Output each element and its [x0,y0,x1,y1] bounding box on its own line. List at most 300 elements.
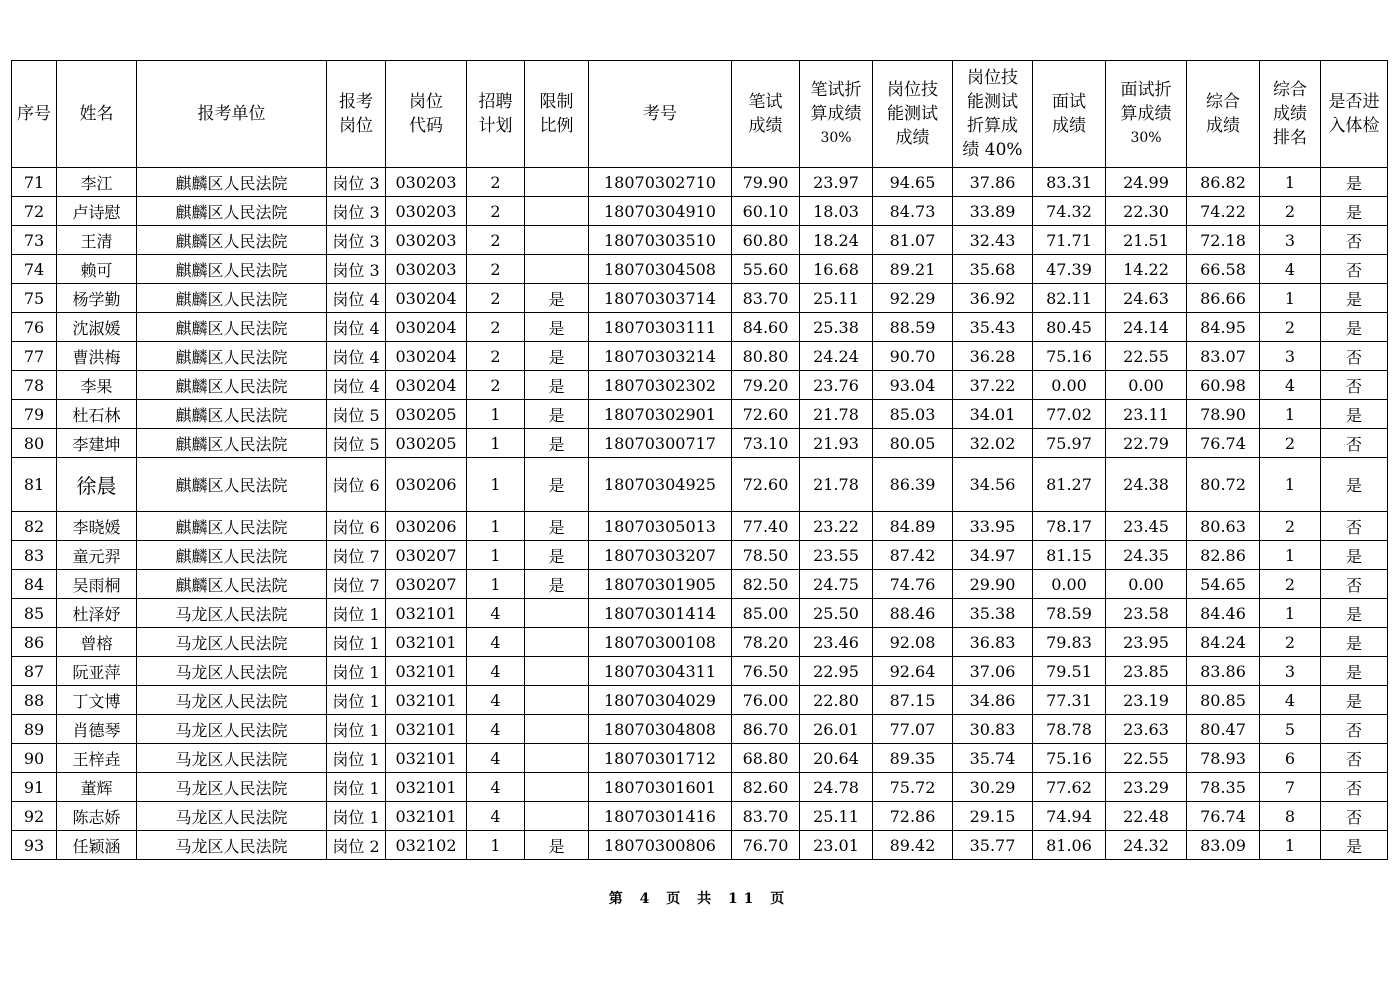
written-converted-cell: 23.22 [800,512,873,541]
interview-converted-cell: 22.55 [1106,744,1187,773]
position-code-cell: 032101 [386,657,467,686]
column-header-line: 岗位技 [887,80,938,100]
unit-cell: 马龙区人民法院 [137,715,327,744]
seq-cell: 71 [12,168,57,197]
position-code-cell: 030207 [386,541,467,570]
seq-cell: 84 [12,570,57,599]
exam-number-cell: 18070304311 [589,657,732,686]
skill-score-cell: 92.29 [873,284,953,313]
exam-number-cell: 18070301905 [589,570,732,599]
total-score-cell: 80.72 [1187,458,1260,512]
ratio-cell [525,802,589,831]
interview-converted-cell: 21.51 [1106,226,1187,255]
table-row [12,802,1388,831]
skill-score-cell: 87.42 [873,541,953,570]
written-converted-cell: 16.68 [800,255,873,284]
physical-exam-cell: 否 [1321,429,1388,458]
interview-score-cell: 81.27 [1033,458,1106,512]
written-converted-cell: 20.64 [800,744,873,773]
physical-exam-cell: 否 [1321,715,1388,744]
ratio-cell [525,197,589,226]
unit-cell: 麒麟区人民法院 [137,512,327,541]
written-score-cell: 60.10 [732,197,800,226]
interview-score-cell: 79.83 [1033,628,1106,657]
interview-score-cell: 83.31 [1033,168,1106,197]
column-header-line: 代码 [409,116,443,136]
column-header [1033,61,1106,168]
table-row [12,342,1388,371]
rank-cell: 3 [1260,342,1321,371]
written-converted-cell: 23.55 [800,541,873,570]
interview-converted-cell: 23.45 [1106,512,1187,541]
interview-converted-cell: 23.29 [1106,773,1187,802]
name-cell: 王清 [57,226,137,255]
exam-number-cell: 18070305013 [589,512,732,541]
written-score-cell: 79.20 [732,371,800,400]
name-cell: 杨学勤 [57,284,137,313]
column-header-line: 比例 [539,116,574,136]
position-cell: 岗位 4 [327,284,386,313]
rank-cell: 1 [1260,541,1321,570]
written-score-cell: 82.50 [732,570,800,599]
interview-converted-cell: 23.85 [1106,657,1187,686]
name-cell: 陈志娇 [57,802,137,831]
position-code-cell: 030203 [386,226,467,255]
skill-score-cell: 75.72 [873,773,953,802]
skill-score-cell: 81.07 [873,226,953,255]
unit-cell: 麒麟区人民法院 [137,371,327,400]
skill-score-cell: 88.46 [873,599,953,628]
plan-cell: 2 [467,371,525,400]
total-score-cell: 80.63 [1187,512,1260,541]
column-header-line: 排名 [1273,128,1307,148]
position-cell: 岗位 1 [327,802,386,831]
name-cell: 李晓媛 [57,512,137,541]
position-code-cell: 030207 [386,570,467,599]
column-header [1260,61,1321,168]
position-code-cell: 032102 [386,831,467,860]
physical-exam-cell: 是 [1321,197,1388,226]
position-code-cell: 030206 [386,458,467,512]
physical-exam-cell: 否 [1321,512,1388,541]
rank-cell: 4 [1260,686,1321,715]
plan-cell: 4 [467,657,525,686]
written-score-cell: 79.90 [732,168,800,197]
interview-score-cell: 74.32 [1033,197,1106,226]
position-code-cell: 032101 [386,686,467,715]
seq-cell: 88 [12,686,57,715]
seq-cell: 72 [12,197,57,226]
physical-exam-cell: 是 [1321,831,1388,860]
interview-score-cell: 77.02 [1033,400,1106,429]
interview-score-cell: 80.45 [1033,313,1106,342]
position-code-cell: 032101 [386,715,467,744]
position-cell: 岗位 6 [327,458,386,512]
total-score-cell: 86.82 [1187,168,1260,197]
seq-cell: 80 [12,429,57,458]
interview-converted-cell: 23.19 [1106,686,1187,715]
unit-cell: 马龙区人民法院 [137,831,327,860]
rank-cell: 4 [1260,371,1321,400]
physical-exam-cell: 否 [1321,802,1388,831]
skill-converted-cell: 32.02 [953,429,1033,458]
column-header-line: 招聘 [478,92,513,112]
written-score-cell: 60.80 [732,226,800,255]
table-row [12,657,1388,686]
position-code-cell: 032101 [386,628,467,657]
column-header-line: 报考 [339,92,373,112]
position-code-cell: 030205 [386,400,467,429]
table-row [12,313,1388,342]
skill-converted-cell: 35.74 [953,744,1033,773]
interview-score-cell: 81.06 [1033,831,1106,860]
table-row [12,458,1388,512]
interview-score-cell: 74.94 [1033,802,1106,831]
total-score-cell: 60.98 [1187,371,1260,400]
physical-exam-cell: 否 [1321,744,1388,773]
skill-converted-cell: 30.29 [953,773,1033,802]
unit-cell: 马龙区人民法院 [137,802,327,831]
table-row [12,255,1388,284]
skill-converted-cell: 33.89 [953,197,1033,226]
written-converted-cell: 18.03 [800,197,873,226]
position-cell: 岗位 1 [327,715,386,744]
column-header-line: 笔试 [748,92,783,112]
position-cell: 岗位 1 [327,628,386,657]
exam-number-cell: 18070304910 [589,197,732,226]
unit-cell: 马龙区人民法院 [137,657,327,686]
column-header-line: 折算成 [967,116,1018,136]
column-header-line: 面试 [1052,92,1086,112]
total-score-cell: 84.46 [1187,599,1260,628]
exam-number-cell: 18070300717 [589,429,732,458]
interview-converted-cell: 14.22 [1106,255,1187,284]
column-header-line: 综合 [1273,80,1307,100]
seq-cell: 77 [12,342,57,371]
seq-cell: 87 [12,657,57,686]
name-cell: 任颖涵 [57,831,137,860]
written-converted-cell: 23.01 [800,831,873,860]
column-header-line: 姓名 [79,104,114,124]
unit-cell: 麒麟区人民法院 [137,168,327,197]
physical-exam-cell: 是 [1321,541,1388,570]
position-code-cell: 030204 [386,371,467,400]
column-header [1321,61,1388,168]
position-cell: 岗位 7 [327,541,386,570]
exam-number-cell: 18070303111 [589,313,732,342]
seq-cell: 85 [12,599,57,628]
physical-exam-cell: 是 [1321,400,1388,429]
interview-score-cell: 0.00 [1033,570,1106,599]
ratio-cell [525,657,589,686]
column-header-line: 报考单位 [197,104,266,124]
unit-cell: 麒麟区人民法院 [137,342,327,371]
column-header-line: 成绩 [748,116,783,136]
page-footer: 第 4 页 共 11 页 [608,891,791,907]
skill-score-cell: 77.07 [873,715,953,744]
ratio-cell: 是 [525,342,589,371]
total-score-cell: 78.35 [1187,773,1260,802]
unit-cell: 麒麟区人民法院 [137,197,327,226]
unit-cell: 麒麟区人民法院 [137,429,327,458]
skill-converted-cell: 32.43 [953,226,1033,255]
rank-cell: 1 [1260,400,1321,429]
skill-converted-cell: 36.28 [953,342,1033,371]
interview-converted-cell: 0.00 [1106,371,1187,400]
total-score-cell: 83.07 [1187,342,1260,371]
skill-score-cell: 92.64 [873,657,953,686]
skill-converted-cell: 36.92 [953,284,1033,313]
exam-number-cell: 18070300108 [589,628,732,657]
column-header [732,61,800,168]
total-score-cell: 80.85 [1187,686,1260,715]
written-converted-cell: 24.78 [800,773,873,802]
ratio-cell: 是 [525,831,589,860]
interview-score-cell: 75.16 [1033,744,1106,773]
plan-cell: 4 [467,686,525,715]
rank-cell: 7 [1260,773,1321,802]
interview-converted-cell: 23.95 [1106,628,1187,657]
seq-cell: 73 [12,226,57,255]
rank-cell: 3 [1260,226,1321,255]
seq-cell: 82 [12,512,57,541]
skill-converted-cell: 34.86 [953,686,1033,715]
name-cell: 卢诗慰 [57,197,137,226]
table-row [12,512,1388,541]
column-header-line: 成绩 [1206,116,1240,136]
column-header-line: 算成绩 [1120,104,1172,124]
ratio-cell [525,628,589,657]
rank-cell: 8 [1260,802,1321,831]
total-score-cell: 83.09 [1187,831,1260,860]
name-cell: 董辉 [57,773,137,802]
position-cell: 岗位 3 [327,197,386,226]
plan-cell: 1 [467,831,525,860]
total-score-cell: 78.90 [1187,400,1260,429]
position-cell: 岗位 4 [327,313,386,342]
plan-cell: 1 [467,429,525,458]
written-converted-cell: 23.97 [800,168,873,197]
skill-converted-cell: 29.15 [953,802,1033,831]
exam-number-cell: 18070303214 [589,342,732,371]
interview-score-cell: 75.16 [1033,342,1106,371]
total-score-cell: 86.66 [1187,284,1260,313]
column-header-line: 限制 [539,92,574,112]
rank-cell: 5 [1260,715,1321,744]
written-score-cell: 80.80 [732,342,800,371]
interview-score-cell: 78.78 [1033,715,1106,744]
skill-score-cell: 87.15 [873,686,953,715]
column-header [467,61,525,168]
skill-converted-cell: 33.95 [953,512,1033,541]
ratio-cell [525,226,589,255]
column-header [386,61,467,168]
column-header [1106,61,1187,168]
ratio-cell [525,599,589,628]
column-header-line: 计划 [478,116,513,136]
ratio-cell: 是 [525,458,589,512]
rank-cell: 1 [1260,168,1321,197]
total-score-cell: 74.22 [1187,197,1260,226]
written-converted-cell: 22.80 [800,686,873,715]
column-header-line: 绩 40% [962,140,1023,160]
written-converted-cell: 23.46 [800,628,873,657]
written-converted-cell: 21.78 [800,458,873,512]
unit-cell: 麒麟区人民法院 [137,255,327,284]
physical-exam-cell: 否 [1321,570,1388,599]
table-row [12,168,1388,197]
position-cell: 岗位 5 [327,429,386,458]
seq-cell: 90 [12,744,57,773]
column-header [57,61,137,168]
total-score-cell: 54.65 [1187,570,1260,599]
interview-score-cell: 75.97 [1033,429,1106,458]
exam-number-cell: 18070302901 [589,400,732,429]
plan-cell: 2 [467,313,525,342]
table-body [12,168,1388,860]
position-cell: 岗位 1 [327,686,386,715]
physical-exam-cell: 是 [1321,458,1388,512]
seq-cell: 79 [12,400,57,429]
interview-converted-cell: 24.38 [1106,458,1187,512]
position-cell: 岗位 1 [327,599,386,628]
exam-number-cell: 18070300806 [589,831,732,860]
seq-cell: 91 [12,773,57,802]
written-score-cell: 85.00 [732,599,800,628]
name-cell: 王梓垚 [57,744,137,773]
column-header-line: 考号 [643,104,677,124]
written-score-cell: 84.60 [732,313,800,342]
position-code-cell: 032101 [386,599,467,628]
skill-converted-cell: 35.43 [953,313,1033,342]
seq-cell: 92 [12,802,57,831]
interview-converted-cell: 24.32 [1106,831,1187,860]
plan-cell: 2 [467,284,525,313]
physical-exam-cell: 否 [1321,226,1388,255]
physical-exam-cell: 否 [1321,255,1388,284]
interview-converted-cell: 0.00 [1106,570,1187,599]
seq-cell: 81 [12,458,57,512]
ratio-cell: 是 [525,570,589,599]
unit-cell: 麒麟区人民法院 [137,458,327,512]
rank-cell: 4 [1260,255,1321,284]
unit-cell: 马龙区人民法院 [137,686,327,715]
position-cell: 岗位 2 [327,831,386,860]
plan-cell: 2 [467,197,525,226]
exam-number-cell: 18070301601 [589,773,732,802]
column-header-line: 岗位 [409,92,443,112]
name-cell: 杜泽妤 [57,599,137,628]
written-converted-cell: 23.76 [800,371,873,400]
ratio-cell: 是 [525,371,589,400]
column-header [327,61,386,168]
skill-converted-cell: 29.90 [953,570,1033,599]
table-row [12,715,1388,744]
interview-score-cell: 77.62 [1033,773,1106,802]
table-row [12,197,1388,226]
table-row [12,744,1388,773]
seq-cell: 75 [12,284,57,313]
ratio-cell [525,773,589,802]
interview-score-cell: 78.59 [1033,599,1106,628]
unit-cell: 麒麟区人民法院 [137,541,327,570]
physical-exam-cell: 是 [1321,686,1388,715]
column-header-line: 成绩 [1052,116,1086,136]
position-code-cell: 030203 [386,255,467,284]
plan-cell: 1 [467,400,525,429]
plan-cell: 1 [467,541,525,570]
skill-converted-cell: 36.83 [953,628,1033,657]
written-converted-cell: 21.93 [800,429,873,458]
rank-cell: 1 [1260,458,1321,512]
name-cell: 赖可 [57,255,137,284]
interview-score-cell: 79.51 [1033,657,1106,686]
ratio-cell: 是 [525,284,589,313]
position-cell: 岗位 1 [327,657,386,686]
column-header [12,61,57,168]
rank-cell: 2 [1260,313,1321,342]
position-cell: 岗位 6 [327,512,386,541]
name-cell: 丁文博 [57,686,137,715]
written-converted-cell: 25.11 [800,284,873,313]
exam-number-cell: 18070304925 [589,458,732,512]
rank-cell: 3 [1260,657,1321,686]
column-header-line: 能测试 [967,92,1018,112]
interview-converted-cell: 24.14 [1106,313,1187,342]
table-row [12,226,1388,255]
exam-number-cell: 18070303510 [589,226,732,255]
skill-score-cell: 90.70 [873,342,953,371]
column-header [800,61,873,168]
interview-score-cell: 78.17 [1033,512,1106,541]
table-row [12,429,1388,458]
written-converted-cell: 21.78 [800,400,873,429]
plan-cell: 4 [467,773,525,802]
column-header [589,61,732,168]
physical-exam-cell: 是 [1321,168,1388,197]
interview-converted-cell: 23.58 [1106,599,1187,628]
name-cell: 李果 [57,371,137,400]
exam-number-cell: 18070304808 [589,715,732,744]
skill-converted-cell: 37.86 [953,168,1033,197]
interview-converted-cell: 22.30 [1106,197,1187,226]
interview-converted-cell: 24.35 [1106,541,1187,570]
written-score-cell: 68.80 [732,744,800,773]
written-converted-cell: 24.75 [800,570,873,599]
column-header-line: 能测试 [887,104,938,124]
table-row [12,686,1388,715]
position-code-cell: 030204 [386,342,467,371]
column-header-line: 笔试折 [810,80,862,100]
column-header-line: 序号 [17,104,51,124]
written-score-cell: 78.50 [732,541,800,570]
ratio-cell [525,715,589,744]
physical-exam-cell: 是 [1321,313,1388,342]
skill-converted-cell: 30.83 [953,715,1033,744]
interview-score-cell: 0.00 [1033,371,1106,400]
name-cell: 李建坤 [57,429,137,458]
name-cell: 沈淑媛 [57,313,137,342]
column-header [953,61,1033,168]
table-header-row [12,61,1388,168]
plan-cell: 2 [467,255,525,284]
position-code-cell: 032101 [386,773,467,802]
column-header-line: 算成绩 [810,104,862,124]
physical-exam-cell: 是 [1321,657,1388,686]
position-cell: 岗位 1 [327,744,386,773]
unit-cell: 马龙区人民法院 [137,628,327,657]
seq-cell: 86 [12,628,57,657]
